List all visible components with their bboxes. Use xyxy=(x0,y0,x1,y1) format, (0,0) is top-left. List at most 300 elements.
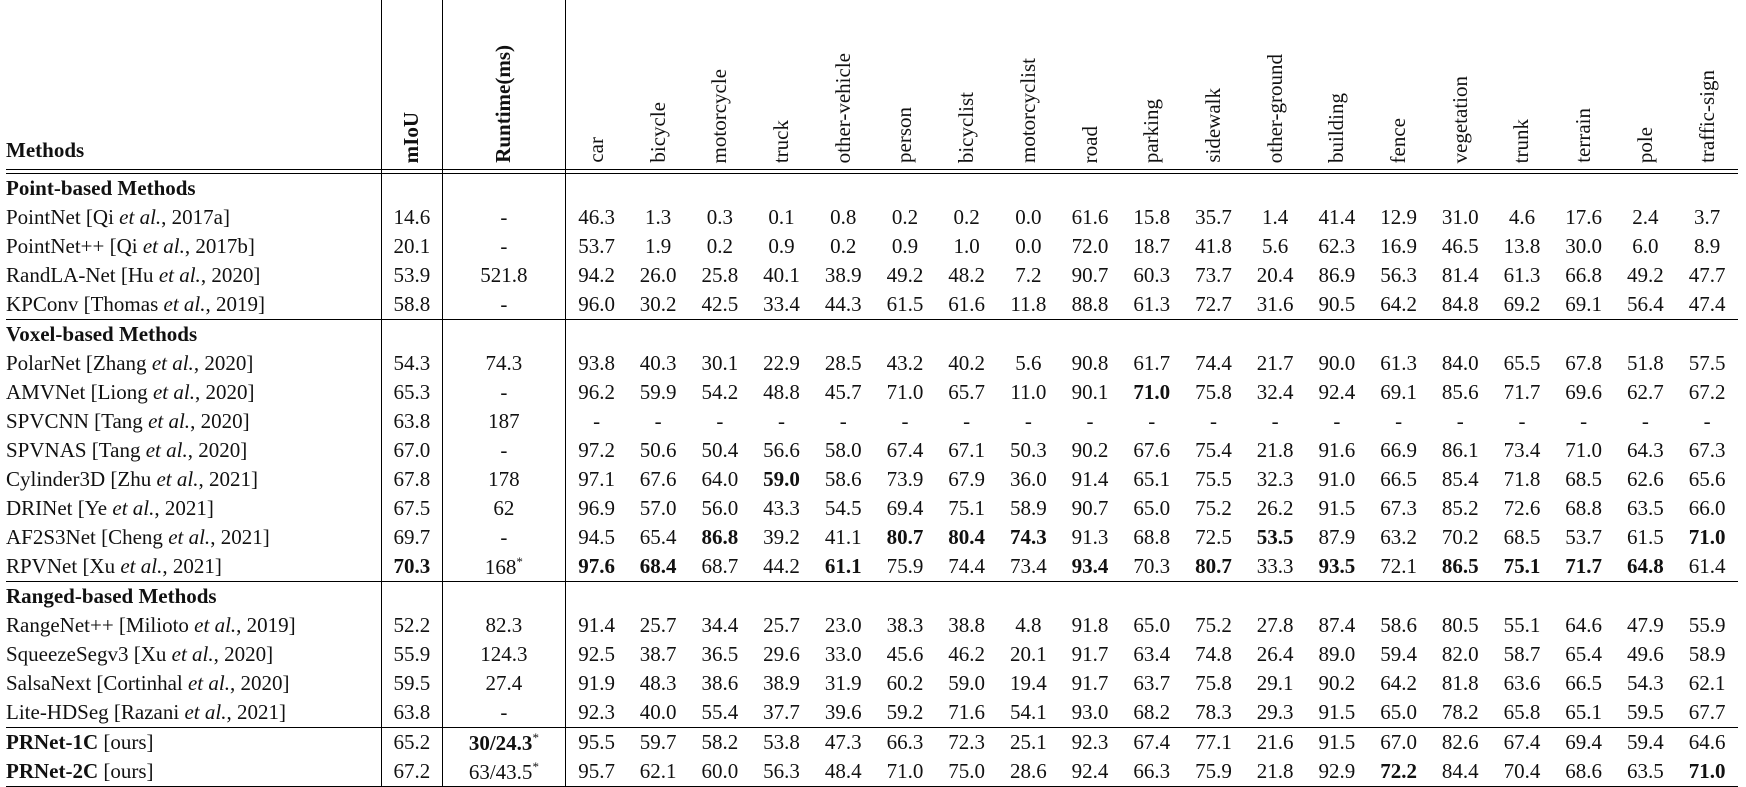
iou-cell-sidewalk: 73.7 xyxy=(1195,263,1232,287)
iou-cell-car: 92.5 xyxy=(578,642,616,666)
iou-cell-parking: 60.3 xyxy=(1133,263,1171,287)
iou-cell-truck: 44.2 xyxy=(763,554,800,578)
runtime-value: - xyxy=(500,525,508,549)
iou-cell-motorcyclist: 54.1 xyxy=(1009,700,1047,724)
iou-cell-motorcycle: 56.0 xyxy=(701,496,739,520)
iou-cell-bicycle: - xyxy=(654,409,662,433)
section-header-row xyxy=(6,174,1738,204)
iou-cell-traffic-sign: - xyxy=(1703,409,1711,433)
runtime-value: - xyxy=(500,380,508,404)
iou-cell-other-ground: 21.7 xyxy=(1256,351,1294,375)
iou-cell-other-vehicle: 38.9 xyxy=(824,263,862,287)
iou-cell-trunk: 68.5 xyxy=(1503,525,1541,549)
class-header-truck: truck xyxy=(751,0,813,170)
method-cell xyxy=(6,378,381,407)
iou-cell-bicyclist: 48.2 xyxy=(948,263,986,287)
runtime-value: - xyxy=(500,700,508,724)
iou-cell-person: 75.9 xyxy=(886,554,924,578)
iou-cell-car: 97.1 xyxy=(578,467,616,491)
iou-cell-traffic-sign: 67.2 xyxy=(1688,380,1726,404)
iou-cell-building: 91.0 xyxy=(1318,467,1356,491)
iou-cell-bicycle: 67.6 xyxy=(639,467,677,491)
citation-year: , 2019] xyxy=(205,292,266,316)
method-name: SqueezeSegv3 xyxy=(6,642,129,666)
citation-author: [Zhang xyxy=(80,351,152,375)
class-header-road: road xyxy=(1059,0,1121,170)
iou-cell-other-ground: 1.4 xyxy=(1262,205,1289,229)
class-header-car: car xyxy=(566,0,628,170)
runtime-value: 62 xyxy=(493,496,515,520)
iou-cell-trunk: 65.5 xyxy=(1503,351,1541,375)
iou-cell-terrain: 68.8 xyxy=(1565,496,1603,520)
iou-cell-motorcyclist: 7.2 xyxy=(1015,263,1042,287)
iou-cell-parking: 68.2 xyxy=(1133,700,1171,724)
iou-cell-fence: 72.2 xyxy=(1368,757,1430,787)
iou-cell-bicyclist: - xyxy=(963,409,971,433)
iou-cell-sidewalk: 74.4 xyxy=(1195,351,1232,375)
iou-cell-other-vehicle: 0.8 xyxy=(830,205,857,229)
runtime-footnote: * xyxy=(532,758,539,774)
runtime-cell xyxy=(442,728,565,758)
iou-cell-traffic-sign: 65.6 xyxy=(1688,467,1726,491)
iou-cell-motorcycle: 36.5 xyxy=(701,642,739,666)
table-row xyxy=(6,640,1738,669)
runtime-value: 521.8 xyxy=(480,263,528,287)
section-title: Voxel-based Methods xyxy=(6,320,381,350)
table-row xyxy=(6,728,1738,758)
table-row xyxy=(6,436,1738,465)
iou-cell-other-vehicle: 28.5 xyxy=(824,351,862,375)
iou-cell-other-vehicle: 48.4 xyxy=(812,757,874,787)
iou-cell-fence: 61.3 xyxy=(1380,351,1417,375)
iou-cell-motorcycle: - xyxy=(716,409,724,433)
iou-cell-other-ground: 26.4 xyxy=(1256,642,1294,666)
iou-cell-truck: 56.3 xyxy=(751,757,813,787)
runtime-cell xyxy=(442,611,565,640)
iou-cell-terrain: 69.6 xyxy=(1565,380,1603,404)
iou-cell-other-ground: 21.8 xyxy=(1244,757,1306,787)
iou-cell-road: 90.1 xyxy=(1071,380,1109,404)
iou-cell-building: 91.5 xyxy=(1306,728,1368,758)
method-cell xyxy=(6,203,381,232)
citation-year: , 2021] xyxy=(198,467,258,491)
runtime-header: Runtime(ms) xyxy=(442,0,565,170)
method-cell xyxy=(6,261,381,290)
iou-cell-terrain: 65.1 xyxy=(1565,700,1603,724)
runtime-cell xyxy=(442,203,565,232)
miou-cell: 59.5 xyxy=(381,669,442,698)
iou-cell-pole: 63.5 xyxy=(1615,757,1677,787)
iou-cell-trunk: 67.4 xyxy=(1491,728,1553,758)
iou-cell-road: 93.0 xyxy=(1071,700,1109,724)
iou-cell-bicyclist: 80.4 xyxy=(948,525,986,549)
iou-cell-truck: 59.0 xyxy=(763,467,800,491)
iou-cell-sidewalk: 72.5 xyxy=(1195,525,1232,549)
iou-cell-bicycle: 30.2 xyxy=(639,292,677,316)
iou-cell-other-ground: 5.6 xyxy=(1262,234,1289,258)
et-al: et al. xyxy=(151,351,194,375)
method-name: PolarNet xyxy=(6,351,81,375)
iou-cell-truck: 29.6 xyxy=(763,642,800,666)
runtime-value: 168 xyxy=(484,554,517,579)
iou-cell-traffic-sign: 71.0 xyxy=(1676,757,1738,787)
method-cell xyxy=(6,494,381,523)
iou-cell-terrain: 66.5 xyxy=(1565,671,1603,695)
iou-cell-bicycle: 68.4 xyxy=(639,554,677,578)
table-row xyxy=(6,698,1738,728)
iou-cell-terrain: 17.6 xyxy=(1565,205,1603,229)
iou-cell-person: 60.2 xyxy=(886,671,924,695)
iou-cell-pole: 63.5 xyxy=(1627,496,1664,520)
iou-cell-sidewalk: 78.3 xyxy=(1195,700,1232,724)
citation-year: , 2020] xyxy=(190,409,250,433)
iou-cell-pole: 6.0 xyxy=(1632,234,1659,258)
iou-cell-road: 61.6 xyxy=(1071,205,1109,229)
iou-cell-person: 73.9 xyxy=(886,467,924,491)
iou-cell-building: 90.5 xyxy=(1318,292,1356,316)
class-header-person: person xyxy=(874,0,936,170)
runtime-value: 82.3 xyxy=(485,613,523,637)
method-cell xyxy=(6,757,381,787)
miou-cell: 67.5 xyxy=(381,494,442,523)
iou-cell-person: 80.7 xyxy=(886,525,924,549)
iou-cell-vegetation: 82.6 xyxy=(1429,728,1491,758)
miou-header: mIoU xyxy=(381,0,442,170)
iou-cell-traffic-sign: 67.3 xyxy=(1688,438,1726,462)
iou-cell-building: 92.9 xyxy=(1306,757,1368,787)
method-cell xyxy=(6,407,381,436)
et-al: et al. xyxy=(152,380,195,404)
miou-cell: 63.8 xyxy=(381,407,442,436)
header-row xyxy=(6,0,1738,170)
class-header-traffic-sign: traffic-sign xyxy=(1676,0,1738,170)
class-header-bicyclist: bicyclist xyxy=(936,0,998,170)
iou-cell-traffic-sign: 3.7 xyxy=(1693,205,1721,229)
iou-cell-other-vehicle: 23.0 xyxy=(824,613,862,637)
citation-author: [Qi xyxy=(104,234,143,258)
class-header-vegetation: vegetation xyxy=(1429,0,1491,170)
iou-cell-terrain: - xyxy=(1580,409,1588,433)
methods-header: Methods xyxy=(6,0,381,170)
et-al: et al. xyxy=(171,642,214,666)
iou-cell-car: 97.6 xyxy=(578,554,616,578)
iou-cell-person: 61.5 xyxy=(886,292,924,316)
method-cell xyxy=(6,728,381,758)
iou-cell-motorcyclist: 19.4 xyxy=(1009,671,1047,695)
et-al: et al. xyxy=(145,438,188,462)
runtime-value: 187 xyxy=(488,409,520,433)
iou-cell-building: 62.3 xyxy=(1318,234,1356,258)
iou-cell-motorcycle: 0.3 xyxy=(706,205,733,229)
iou-cell-car: 46.3 xyxy=(578,205,616,229)
iou-cell-fence: 56.3 xyxy=(1380,263,1417,287)
runtime-footnote: * xyxy=(532,729,539,745)
iou-cell-road: 90.8 xyxy=(1071,351,1109,375)
iou-cell-car: 96.2 xyxy=(578,380,616,404)
iou-cell-vegetation: 85.2 xyxy=(1441,496,1479,520)
iou-cell-car: 97.2 xyxy=(578,438,616,462)
iou-cell-vegetation: 70.2 xyxy=(1441,525,1479,549)
iou-cell-bicycle: 25.7 xyxy=(639,613,677,637)
iou-cell-parking: - xyxy=(1148,409,1156,433)
iou-cell-truck: 53.8 xyxy=(751,728,813,758)
iou-cell-sidewalk: 75.2 xyxy=(1195,496,1232,520)
iou-cell-traffic-sign: 47.7 xyxy=(1688,263,1726,287)
citation-year: , 2020] xyxy=(213,642,274,666)
iou-cell-building: 91.5 xyxy=(1318,496,1356,520)
et-al: et al. xyxy=(120,554,163,578)
iou-cell-trunk: 55.1 xyxy=(1503,613,1541,637)
iou-cell-parking: 18.7 xyxy=(1133,234,1171,258)
iou-cell-vegetation: - xyxy=(1456,409,1464,433)
iou-cell-parking: 65.0 xyxy=(1133,496,1171,520)
iou-cell-road: 90.2 xyxy=(1071,438,1109,462)
iou-cell-motorcycle: 38.6 xyxy=(701,671,739,695)
iou-cell-building: 90.2 xyxy=(1318,671,1356,695)
iou-cell-parking: 71.0 xyxy=(1133,380,1171,404)
citation-year: , 2020] xyxy=(229,671,290,695)
miou-cell: 20.1 xyxy=(381,232,442,261)
iou-cell-traffic-sign: 57.5 xyxy=(1688,351,1726,375)
iou-cell-building: 87.9 xyxy=(1318,525,1356,549)
iou-cell-other-vehicle: - xyxy=(839,409,847,433)
et-al: et al. xyxy=(163,292,206,316)
iou-cell-parking: 65.1 xyxy=(1133,467,1171,491)
iou-cell-terrain: 71.7 xyxy=(1565,554,1603,578)
iou-cell-motorcyclist: 11.8 xyxy=(1010,292,1047,316)
iou-cell-other-vehicle: 41.1 xyxy=(824,525,862,549)
iou-cell-road: 88.8 xyxy=(1071,292,1109,316)
runtime-cell xyxy=(442,552,565,582)
citation-author: [Tang xyxy=(88,409,149,433)
runtime-cell xyxy=(442,407,565,436)
iou-cell-bicycle: 40.0 xyxy=(639,700,677,724)
empty-cell xyxy=(442,582,565,612)
iou-cell-motorcyclist: 36.0 xyxy=(1009,467,1047,491)
runtime-cell xyxy=(442,640,565,669)
miou-cell: 70.3 xyxy=(381,552,442,582)
iou-cell-fence: - xyxy=(1395,409,1403,433)
iou-cell-bicyclist: 71.6 xyxy=(948,700,986,724)
method-name: RandLA-Net xyxy=(6,263,116,287)
iou-cell-sidewalk: 75.2 xyxy=(1195,613,1232,637)
iou-cell-pole: 49.2 xyxy=(1627,263,1664,287)
citation-author: [ours] xyxy=(98,759,154,783)
iou-cell-car: 53.7 xyxy=(578,234,616,258)
iou-cell-truck: 0.9 xyxy=(768,234,795,258)
iou-cell-terrain: 68.6 xyxy=(1553,757,1615,787)
iou-cell-terrain: 66.8 xyxy=(1565,263,1603,287)
iou-cell-bicyclist: 75.1 xyxy=(948,496,986,520)
miou-cell: 14.6 xyxy=(381,203,442,232)
iou-cell-trunk: 58.7 xyxy=(1503,642,1541,666)
iou-cell-parking: 61.3 xyxy=(1133,292,1171,316)
empty-cell xyxy=(566,320,1738,350)
iou-cell-other-ground: 21.6 xyxy=(1244,728,1306,758)
iou-cell-building: 41.4 xyxy=(1318,205,1356,229)
iou-cell-bicycle: 48.3 xyxy=(639,671,677,695)
runtime-cell xyxy=(442,669,565,698)
class-header-building: building xyxy=(1306,0,1368,170)
iou-cell-other-ground: 29.1 xyxy=(1256,671,1294,695)
runtime-value: 63/43.5 xyxy=(468,759,533,784)
section-title: Ranged-based Methods xyxy=(6,582,381,612)
iou-cell-person: 0.2 xyxy=(891,205,919,229)
iou-cell-parking: 70.3 xyxy=(1133,554,1171,578)
method-name: RPVNet xyxy=(6,554,78,578)
iou-cell-bicycle: 1.9 xyxy=(645,234,672,258)
iou-cell-motorcycle: 68.7 xyxy=(701,554,739,578)
iou-cell-traffic-sign: 58.9 xyxy=(1688,642,1726,666)
iou-cell-road: 92.4 xyxy=(1059,757,1121,787)
iou-cell-bicycle: 62.1 xyxy=(627,757,689,787)
method-name: PointNet++ xyxy=(6,234,105,258)
iou-cell-building: 86.9 xyxy=(1318,263,1356,287)
iou-cell-person: 59.2 xyxy=(886,700,924,724)
iou-cell-trunk: 71.7 xyxy=(1503,380,1541,404)
iou-cell-car: 96.0 xyxy=(578,292,616,316)
iou-cell-traffic-sign: 55.9 xyxy=(1688,613,1726,637)
citation-author: [Xu xyxy=(128,642,172,666)
iou-cell-motorcycle: 64.0 xyxy=(701,467,739,491)
empty-cell xyxy=(381,582,442,612)
runtime-cell xyxy=(442,232,565,261)
iou-cell-truck: 37.7 xyxy=(763,700,800,724)
method-cell xyxy=(6,436,381,465)
iou-cell-sidewalk: 72.7 xyxy=(1195,292,1232,316)
miou-cell: 53.9 xyxy=(381,261,442,290)
iou-cell-vegetation: 85.6 xyxy=(1441,380,1479,404)
iou-cell-other-ground: 53.5 xyxy=(1256,525,1294,549)
et-al: et al. xyxy=(119,205,162,229)
runtime-cell xyxy=(442,757,565,787)
iou-cell-terrain: 53.7 xyxy=(1565,525,1603,549)
iou-cell-fence: 67.0 xyxy=(1368,728,1430,758)
iou-cell-motorcycle: 50.4 xyxy=(701,438,739,462)
iou-cell-other-ground: 27.8 xyxy=(1256,613,1294,637)
iou-cell-bicyclist: 74.4 xyxy=(948,554,986,578)
iou-cell-sidewalk: 75.8 xyxy=(1195,380,1232,404)
iou-cell-fence: 16.9 xyxy=(1380,234,1417,258)
iou-cell-terrain: 71.0 xyxy=(1565,438,1603,462)
method-name: PRNet-1C xyxy=(6,730,99,754)
iou-cell-fence: 12.9 xyxy=(1380,205,1417,229)
iou-cell-truck: 22.9 xyxy=(763,351,800,375)
iou-cell-vegetation: 84.4 xyxy=(1429,757,1491,787)
iou-cell-vegetation: 31.0 xyxy=(1441,205,1479,229)
citation-author: [Milioto xyxy=(113,613,195,637)
iou-cell-vegetation: 86.5 xyxy=(1441,554,1479,578)
iou-cell-motorcyclist: 25.1 xyxy=(998,728,1060,758)
method-cell xyxy=(6,611,381,640)
iou-cell-motorcyclist: 11.0 xyxy=(1010,380,1047,404)
method-cell xyxy=(6,523,381,552)
iou-cell-other-vehicle: 61.1 xyxy=(824,554,862,578)
iou-cell-road: 90.7 xyxy=(1071,496,1109,520)
table-row xyxy=(6,261,1738,290)
iou-cell-pole: 54.3 xyxy=(1627,671,1664,695)
table-row xyxy=(6,290,1738,320)
iou-cell-person: 71.0 xyxy=(874,757,936,787)
iou-cell-fence: 58.6 xyxy=(1380,613,1417,637)
runtime-value: 124.3 xyxy=(480,642,528,666)
iou-cell-trunk: 70.4 xyxy=(1491,757,1553,787)
runtime-cell xyxy=(442,465,565,494)
iou-cell-truck: 0.1 xyxy=(768,205,795,229)
iou-cell-bicycle: 1.3 xyxy=(645,205,672,229)
iou-cell-truck: 38.9 xyxy=(763,671,800,695)
iou-cell-motorcycle: 42.5 xyxy=(701,292,739,316)
miou-cell: 55.9 xyxy=(381,640,442,669)
iou-cell-bicycle: 59.7 xyxy=(627,728,689,758)
table-row xyxy=(6,203,1738,232)
iou-cell-motorcycle: 25.8 xyxy=(701,263,739,287)
iou-cell-terrain: 30.0 xyxy=(1565,234,1603,258)
class-header-motorcyclist: motorcyclist xyxy=(998,0,1060,170)
citation-author: [Zhu xyxy=(105,467,157,491)
iou-cell-bicycle: 40.3 xyxy=(639,351,677,375)
iou-cell-trunk: 72.6 xyxy=(1503,496,1541,520)
iou-cell-motorcyclist: 0.0 xyxy=(1015,205,1042,229)
iou-cell-person: 0.9 xyxy=(891,234,919,258)
iou-cell-parking: 65.0 xyxy=(1133,613,1171,637)
iou-cell-person: 66.3 xyxy=(874,728,936,758)
method-cell xyxy=(6,669,381,698)
iou-cell-building: 91.5 xyxy=(1318,700,1356,724)
section-header-row xyxy=(6,320,1738,350)
section-header-row xyxy=(6,582,1738,612)
citation-author: [Tang xyxy=(86,438,146,462)
runtime-value: 178 xyxy=(488,467,520,491)
iou-cell-vegetation: 46.5 xyxy=(1441,234,1479,258)
iou-cell-person: 67.4 xyxy=(886,438,924,462)
iou-cell-other-vehicle: 58.6 xyxy=(824,467,862,491)
iou-cell-trunk: 65.8 xyxy=(1503,700,1541,724)
iou-cell-road: 91.4 xyxy=(1071,467,1109,491)
iou-cell-building: 92.4 xyxy=(1318,380,1356,404)
iou-cell-road: 92.3 xyxy=(1059,728,1121,758)
runtime-cell xyxy=(442,261,565,290)
iou-cell-car: 94.2 xyxy=(578,263,616,287)
miou-cell: 52.2 xyxy=(381,611,442,640)
iou-cell-truck: 25.7 xyxy=(763,613,800,637)
iou-cell-bicyclist: 61.6 xyxy=(948,292,986,316)
runtime-value: 74.3 xyxy=(485,351,523,375)
iou-cell-building: 87.4 xyxy=(1318,613,1356,637)
runtime-footnote: * xyxy=(516,553,523,569)
table-row xyxy=(6,378,1738,407)
iou-cell-bicyclist: 72.3 xyxy=(936,728,998,758)
iou-cell-other-vehicle: 58.0 xyxy=(824,438,862,462)
iou-cell-other-ground: 29.3 xyxy=(1256,700,1294,724)
iou-cell-other-ground: 31.6 xyxy=(1256,292,1294,316)
table-row xyxy=(6,757,1738,787)
citation-year: , 2019] xyxy=(236,613,296,637)
iou-cell-terrain: 65.4 xyxy=(1565,642,1603,666)
iou-cell-parking: 63.4 xyxy=(1133,642,1171,666)
method-cell xyxy=(6,640,381,669)
method-name: SalsaNext xyxy=(6,671,92,695)
iou-cell-motorcycle: 60.0 xyxy=(689,757,751,787)
empty-cell xyxy=(442,320,565,350)
method-name: Lite-HDSeg xyxy=(6,700,109,724)
table-row xyxy=(6,523,1738,552)
method-cell xyxy=(6,698,381,728)
iou-cell-building: 89.0 xyxy=(1318,642,1356,666)
class-header-trunk: trunk xyxy=(1491,0,1553,170)
iou-cell-terrain: 67.8 xyxy=(1565,351,1603,375)
runtime-value: - xyxy=(500,234,508,258)
